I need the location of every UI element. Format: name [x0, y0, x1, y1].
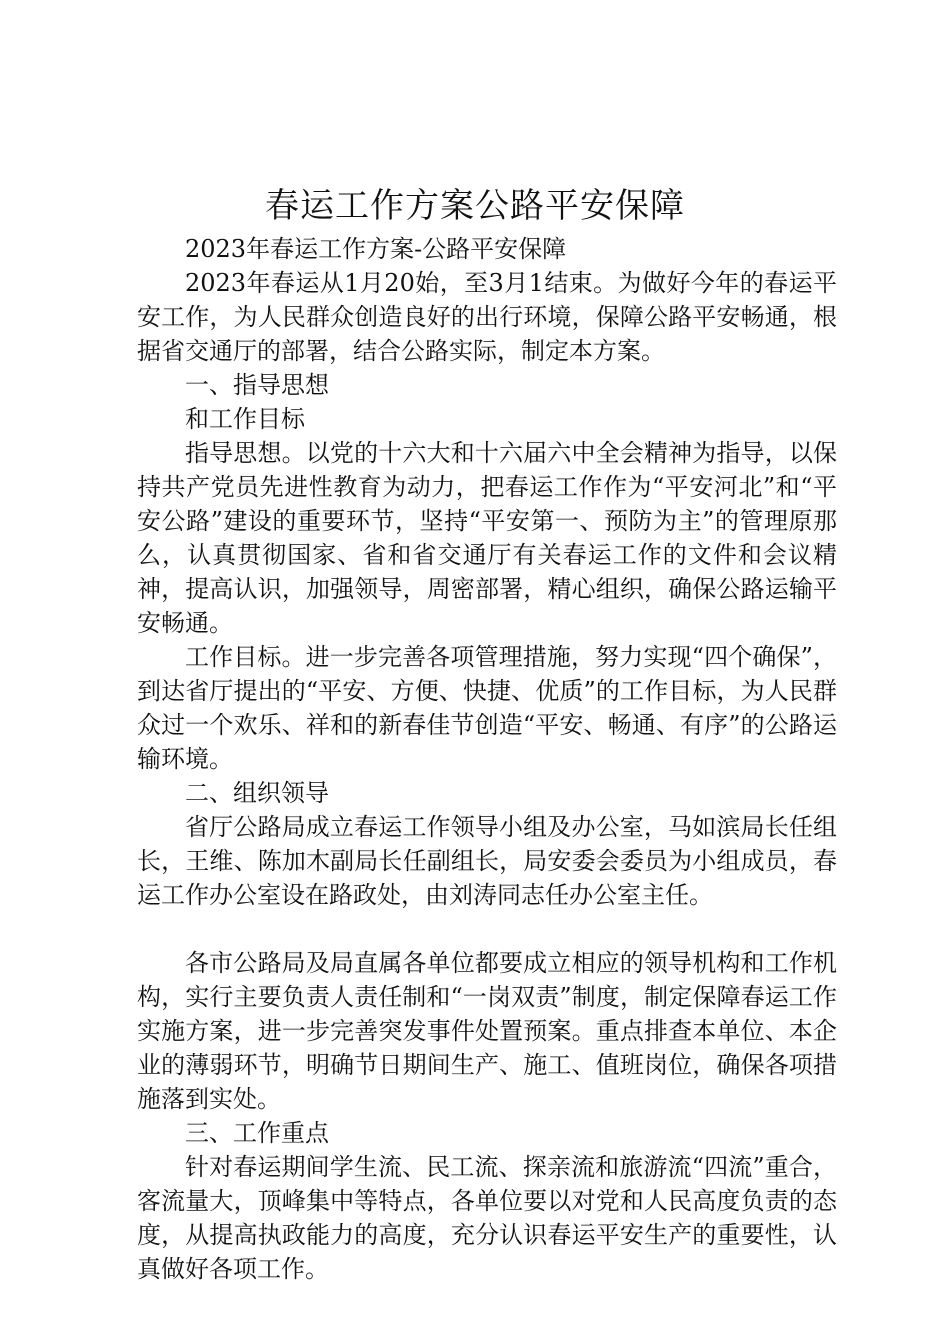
- organization-paragraph: 省厅公路局成立春运工作领导小组及办公室，马如滨局长任组长，王维、陈加木副局长任副组长，局安委会委员为小组成员，春运工作办公室设在路政处，由刘涛同志任办公室主任。: [137, 813, 837, 909]
- document-title: 春运工作方案公路平安保障: [265, 186, 685, 226]
- intro-paragraph: 2023年春运从1月20始，至3月1结束。为做好今年的春运平安工作，为人民群众创造良好的出行环境，保障公路平安畅通，根据省交通厅的部署，结合公路实际，制定本方案。: [137, 269, 837, 365]
- key-work-paragraph: 针对春运期间学生流、民工流、探亲流和旅游流“四流”重合，客流量大，顶峰集中等特点，各单位要以对党和人民高度负责的态度，从提高执政能力的高度，充分认识春运平安生产的重要性，认真做好各项工作。: [137, 1153, 837, 1283]
- organization-detail-paragraph: 各市公路局及局直属各单位都要成立相应的领导机构和工作机构，实行主要负责人责任制和“一岗双责”制度，制定保障春运工作实施方案，进一步完善突发事件处置预案。重点排查本单位、本企业的薄弱环节，明确节日期间生产、施工、值班岗位，确保各项措施落到实处。: [137, 949, 837, 1113]
- work-goal-paragraph: 工作目标。进一步完善各项管理措施，努力实现“四个确保”，到达省厅提出的“平安、方便、快捷、优质”的工作目标，为人民群众过一个欢乐、祥和的新春佳节创造“平安、畅通、有序”的公路运输环境。: [137, 643, 837, 773]
- section-heading-key-work: 三、工作重点: [185, 1119, 329, 1147]
- guiding-thought-paragraph: 指导思想。以党的十六大和十六届六中全会精神为指导，以保持共产党员先进性教育为动力，把春运工作作为“平安河北”和“平安公路”建设的重要环节，坚持“平安第一、预防为主”的管理原那么，认真贯彻国家、省和省交通厅有关春运工作的文件和会议精神，提高认识，加强领导，周密部署，精心组织，确保公路运输平安畅通。: [137, 439, 837, 637]
- section-heading-continuation: 和工作目标: [185, 405, 305, 433]
- subtitle-paragraph: 2023年春运工作方案-公路平安保障: [185, 235, 567, 263]
- section-heading-organization: 二、组织领导: [185, 779, 329, 807]
- section-heading-guiding-thought: 一、指导思想: [185, 371, 329, 399]
- document-body: [137, 232, 837, 1286]
